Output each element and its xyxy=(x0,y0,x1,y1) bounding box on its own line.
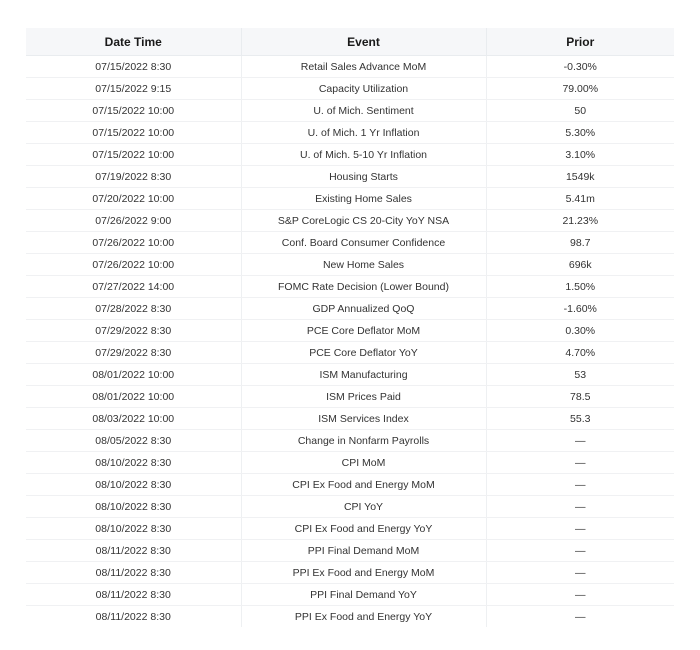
event-cell: PPI Ex Food and Energy YoY xyxy=(241,606,486,628)
prior-cell: 21.23% xyxy=(486,210,674,232)
date-time-cell: 08/10/2022 8:30 xyxy=(26,518,241,540)
date-time-cell: 08/10/2022 8:30 xyxy=(26,452,241,474)
table-row[interactable] xyxy=(26,584,674,606)
table-row[interactable] xyxy=(26,320,674,342)
date-time-cell: 07/20/2022 10:00 xyxy=(26,188,241,210)
event-cell: CPI YoY xyxy=(241,496,486,518)
prior-cell: 1.50% xyxy=(486,276,674,298)
economic-calendar-table xyxy=(26,28,674,627)
prior-cell: -0.30% xyxy=(486,56,674,78)
date-time-cell: 08/10/2022 8:30 xyxy=(26,496,241,518)
date-time-cell: 07/29/2022 8:30 xyxy=(26,320,241,342)
table-row[interactable] xyxy=(26,408,674,430)
table-row[interactable] xyxy=(26,496,674,518)
event-cell: CPI MoM xyxy=(241,452,486,474)
table-row[interactable] xyxy=(26,56,674,78)
date-time-cell: 08/11/2022 8:30 xyxy=(26,606,241,628)
table-row[interactable] xyxy=(26,474,674,496)
prior-cell: 98.7 xyxy=(486,232,674,254)
prior-cell: 3.10% xyxy=(486,144,674,166)
prior-cell: — xyxy=(486,518,674,540)
prior-cell: — xyxy=(486,430,674,452)
event-cell: ISM Manufacturing xyxy=(241,364,486,386)
table-row[interactable] xyxy=(26,210,674,232)
event-cell: PPI Final Demand MoM xyxy=(241,540,486,562)
prior-cell: — xyxy=(486,584,674,606)
event-cell: S&P CoreLogic CS 20-City YoY NSA xyxy=(241,210,486,232)
prior-cell: — xyxy=(486,452,674,474)
prior-cell: 1549k xyxy=(486,166,674,188)
table-row[interactable] xyxy=(26,232,674,254)
prior-cell: — xyxy=(486,540,674,562)
table-row[interactable] xyxy=(26,606,674,628)
table-body xyxy=(26,56,674,628)
date-time-cell: 07/28/2022 8:30 xyxy=(26,298,241,320)
table-row[interactable] xyxy=(26,100,674,122)
date-time-cell: 07/15/2022 10:00 xyxy=(26,100,241,122)
prior-cell: 0.30% xyxy=(486,320,674,342)
event-cell: PCE Core Deflator MoM xyxy=(241,320,486,342)
prior-cell: -1.60% xyxy=(486,298,674,320)
prior-cell: 696k xyxy=(486,254,674,276)
date-time-cell: 08/01/2022 10:00 xyxy=(26,364,241,386)
table-row[interactable] xyxy=(26,452,674,474)
event-cell: GDP Annualized QoQ xyxy=(241,298,486,320)
prior-cell: 55.3 xyxy=(486,408,674,430)
table-row[interactable] xyxy=(26,364,674,386)
column-header-prior[interactable]: Prior xyxy=(486,28,674,56)
prior-cell: — xyxy=(486,474,674,496)
date-time-cell: 07/26/2022 10:00 xyxy=(26,254,241,276)
date-time-cell: 07/15/2022 10:00 xyxy=(26,122,241,144)
prior-cell: 50 xyxy=(486,100,674,122)
table-row[interactable] xyxy=(26,342,674,364)
table-row[interactable] xyxy=(26,386,674,408)
prior-cell: 79.00% xyxy=(486,78,674,100)
event-cell: ISM Prices Paid xyxy=(241,386,486,408)
prior-cell: — xyxy=(486,496,674,518)
event-cell: Conf. Board Consumer Confidence xyxy=(241,232,486,254)
table-row[interactable] xyxy=(26,78,674,100)
event-cell: Existing Home Sales xyxy=(241,188,486,210)
prior-cell: 5.41m xyxy=(486,188,674,210)
header-row xyxy=(26,28,674,56)
column-header-event[interactable]: Event xyxy=(241,28,486,56)
event-cell: CPI Ex Food and Energy YoY xyxy=(241,518,486,540)
event-cell: PCE Core Deflator YoY xyxy=(241,342,486,364)
date-time-cell: 08/11/2022 8:30 xyxy=(26,584,241,606)
prior-cell: — xyxy=(486,562,674,584)
table-header xyxy=(26,28,674,56)
table-row[interactable] xyxy=(26,144,674,166)
event-cell: U. of Mich. 5-10 Yr Inflation xyxy=(241,144,486,166)
date-time-cell: 07/27/2022 14:00 xyxy=(26,276,241,298)
table-row[interactable] xyxy=(26,166,674,188)
date-time-cell: 07/26/2022 10:00 xyxy=(26,232,241,254)
prior-cell: 53 xyxy=(486,364,674,386)
event-cell: U. of Mich. Sentiment xyxy=(241,100,486,122)
event-cell: Change in Nonfarm Payrolls xyxy=(241,430,486,452)
event-cell: Capacity Utilization xyxy=(241,78,486,100)
date-time-cell: 07/15/2022 8:30 xyxy=(26,56,241,78)
date-time-cell: 08/05/2022 8:30 xyxy=(26,430,241,452)
date-time-cell: 07/26/2022 9:00 xyxy=(26,210,241,232)
prior-cell: 78.5 xyxy=(486,386,674,408)
date-time-cell: 07/15/2022 10:00 xyxy=(26,144,241,166)
event-cell: PPI Ex Food and Energy MoM xyxy=(241,562,486,584)
date-time-cell: 08/03/2022 10:00 xyxy=(26,408,241,430)
prior-cell: 4.70% xyxy=(486,342,674,364)
date-time-cell: 07/15/2022 9:15 xyxy=(26,78,241,100)
event-cell: CPI Ex Food and Energy MoM xyxy=(241,474,486,496)
date-time-cell: 07/19/2022 8:30 xyxy=(26,166,241,188)
date-time-cell: 08/01/2022 10:00 xyxy=(26,386,241,408)
table-row[interactable] xyxy=(26,562,674,584)
event-cell: Housing Starts xyxy=(241,166,486,188)
table-row[interactable] xyxy=(26,122,674,144)
table-row[interactable] xyxy=(26,298,674,320)
calendar-table-container xyxy=(26,28,674,627)
prior-cell: — xyxy=(575,610,586,623)
event-cell: FOMC Rate Decision (Lower Bound) xyxy=(241,276,486,298)
table-row[interactable] xyxy=(26,430,674,452)
prior-cell: 5.30% xyxy=(486,122,674,144)
table-row[interactable] xyxy=(26,540,674,562)
table-row[interactable] xyxy=(26,188,674,210)
date-time-cell: 08/10/2022 8:30 xyxy=(26,474,241,496)
date-time-cell: 07/29/2022 8:30 xyxy=(26,342,241,364)
date-time-cell: 08/11/2022 8:30 xyxy=(26,540,241,562)
table-row[interactable] xyxy=(26,254,674,276)
table-row[interactable] xyxy=(26,276,674,298)
event-cell: PPI Final Demand YoY xyxy=(241,584,486,606)
event-cell: U. of Mich. 1 Yr Inflation xyxy=(241,122,486,144)
column-header-date-time[interactable]: Date Time xyxy=(26,28,241,56)
event-cell: New Home Sales xyxy=(241,254,486,276)
date-time-cell: 08/11/2022 8:30 xyxy=(26,562,241,584)
event-cell: ISM Services Index xyxy=(241,408,486,430)
event-cell: Retail Sales Advance MoM xyxy=(241,56,486,78)
table-row[interactable] xyxy=(26,518,674,540)
